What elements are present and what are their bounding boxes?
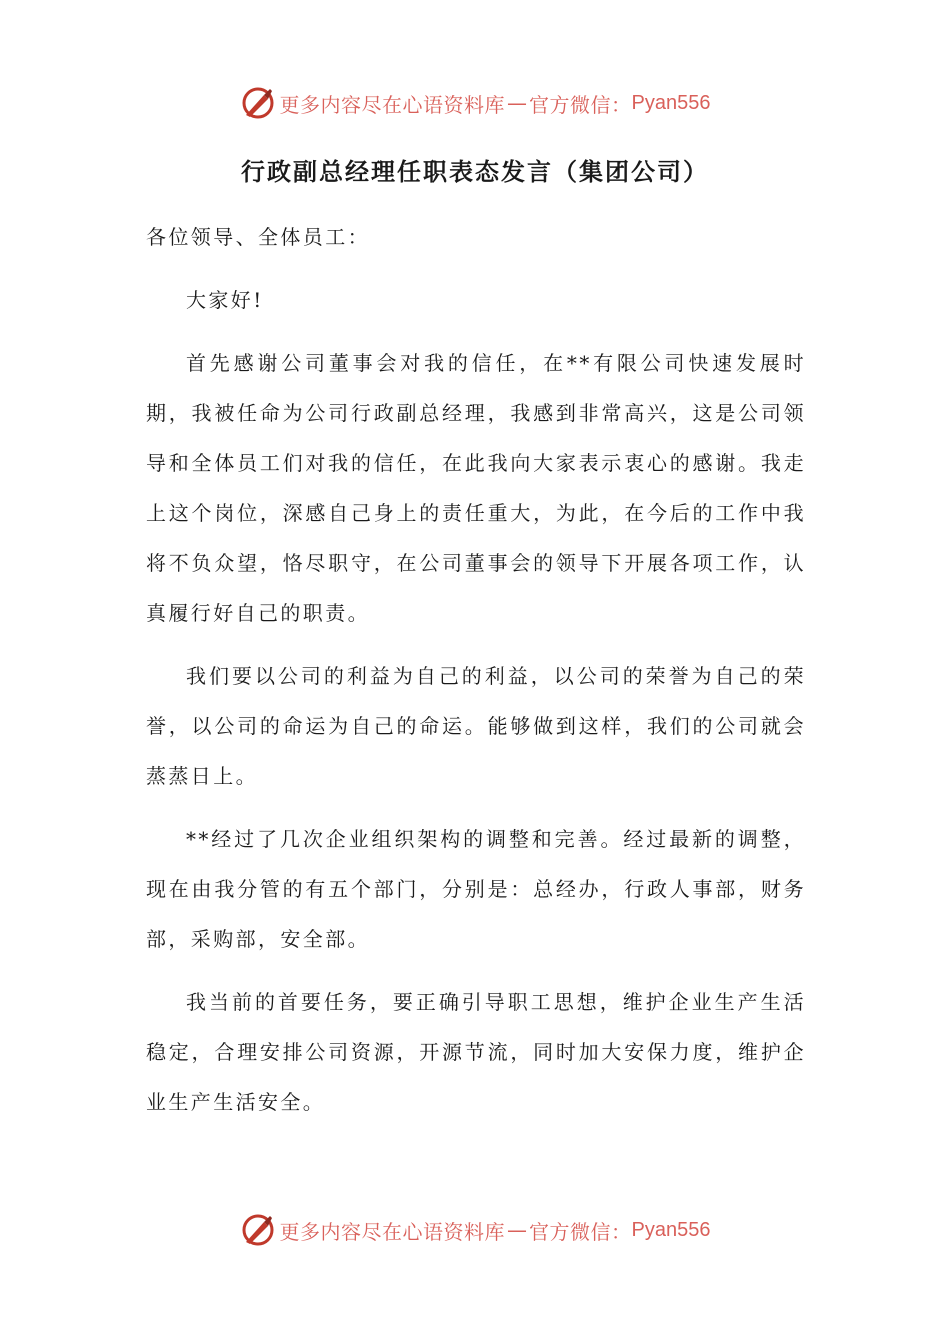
banner-wechat-id: Pyan556 <box>631 91 711 114</box>
banner-separator: — <box>507 91 528 115</box>
header-banner <box>0 83 950 123</box>
pen-logo-icon <box>240 1212 276 1248</box>
footer-banner <box>0 1210 950 1250</box>
paragraph-tasks: 我当前的首要任务，要正确引导职工思想，维护企业生产生活稳定，合理安排公司资源，开源节流，同时加大安保力度，维护企业生产生活安全。 <box>146 990 806 1114</box>
paragraph-company-interest: 我们要以公司的利益为自己的利益，以公司的荣誉为自己的荣誉，以公司的命运为自己的命运。能够做到这样，我们的公司就会蒸蒸日上。 <box>146 664 806 788</box>
banner-text: 更多内容尽在心语资料库 <box>279 92 506 117</box>
salutation: 各位领导、全体员工： <box>146 225 370 249</box>
banner-text: 更多内容尽在心语资料库 <box>279 1219 506 1244</box>
pen-logo-icon <box>240 85 276 121</box>
banner-separator: — <box>507 1218 528 1242</box>
paragraph-thanks: 首先感谢公司董事会对我的信任，在**有限公司快速发展时期，我被任命为公司行政副总经理，我感到非常高兴，这是公司领导和全体员工们对我的信任，在此我向大家表示衷心的感谢。我走上这个岗位，深感自己身上的责任重大，为此，在今后的工作中我将不负众望，恪尽职守，在公司董事会的领导下开展各项工作，认真履行好自己的职责。 <box>146 351 806 625</box>
paragraph-greeting: 大家好! <box>186 288 264 312</box>
banner-wechat-label: 官方微信： <box>529 92 632 117</box>
document-body <box>146 212 806 1140</box>
document-title: 行政副总经理任职表态发言（集团公司） <box>241 158 709 186</box>
paragraph-departments: **经过了几次企业组织架构的调整和完善。经过最新的调整，现在由我分管的有五个部门，分别是：总经办，行政人事部，财务部，采购部，安全部。 <box>146 827 806 951</box>
banner-wechat-label: 官方微信： <box>529 1219 632 1244</box>
banner-wechat-id: Pyan556 <box>631 1218 711 1241</box>
